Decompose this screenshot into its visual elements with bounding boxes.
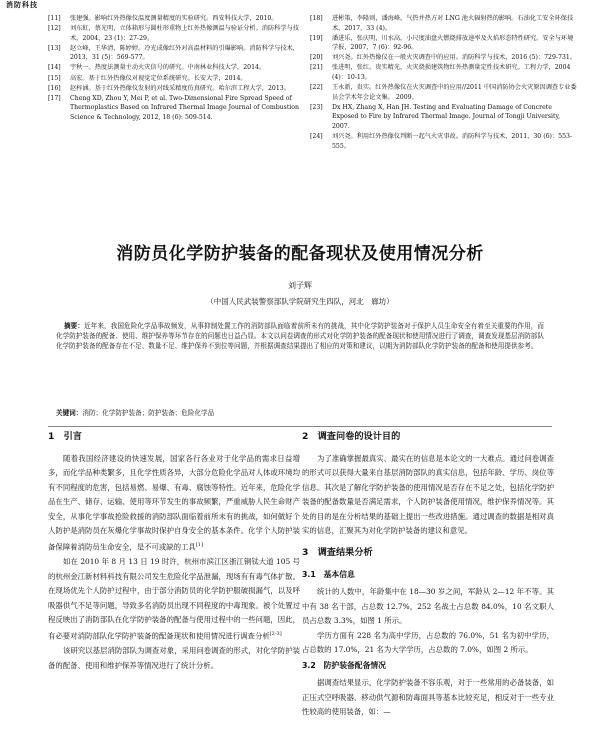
reference-item [310,103,578,132]
reference-number: [24] [310,133,323,141]
reference-item [48,63,308,73]
reference-text: 刘兴尧。红外热像仪在一般火灾调查中的应用。消防科学与技术，2016 (5)：729-731。 [332,54,576,62]
reference-number: [12] [48,25,61,33]
citation: [2-3] [269,631,282,638]
reference-text: 赵立峰，王华清，陈婷婷。冷光成像红外对高温材料的引爆影响。消防科学与技术，2013，31 (5)：569-577。 [70,44,299,62]
section-1-paragraph-1 [48,452,300,555]
section-1-paragraph-2-text: 如在 2010 年 8 月 13 日 19 时许，杭州市滨江区浙江铜钛大道 105 号的杭州金江新材料科技有限公司发生危险化学品泄漏，现场有有毒气体扩散。在现场优先个人防护过程中，由于部分消防员的化学防护服破损漏气，以及呼吸器供气不足等问题，导致多名消防员出现不同程度的中毒现象。被个处置过程反映出了消防部队在化学防护装备的配备与使用过程中的一些问题，因此，有必要对消防部队化学防护装备的配备现状和使用情况进行调查分析 [48,557,300,641]
reference-number: [11] [48,15,61,22]
abstract [56,321,544,352]
section-3-heading: 3 调查结果分析 [302,547,373,559]
reference-number: [16] [48,84,61,92]
references-right [310,14,578,152]
reference-text: 宇秋一。热度法测量主动火灾信号的研究。中南林业科技大学，2014。 [70,64,266,72]
reference-item [310,83,578,102]
reference-number: [17] [48,94,61,102]
author: 刘子辉 [288,281,312,290]
reference-item [310,14,578,33]
keywords-label: 关键词： [56,409,83,417]
reference-text: 张建强。影响红外热像仪温度测量精度的实验研究。西安科技大学，2010。 [70,15,278,22]
reference-text: 高宏。基于红外热像仪对视觉定位系统研究。长安大学，2014。 [70,74,247,82]
reference-text: 刘兴尧。利用红外热像仪判断一起气火灾事故。消防科学与技术，2011，30 (6)：553-555。 [332,133,573,150]
reference-item [310,34,578,53]
reference-text: 刘东虹，蔡光明，立体箱形与圆柱形重物上红外热像测温与验证分析。消防科学与技术，2004，23 (1)：27-29。 [70,25,299,42]
reference-text: 赵梓涵。基于红外热像仪发射的对线采精度仿真研究。哈尔滨工程大学，2013。 [70,84,290,92]
citation: [1] [195,542,203,549]
reference-item [48,24,308,43]
keywords [56,408,544,418]
divider [48,426,552,427]
reference-number: [18] [310,15,323,22]
section-2-heading: 2 调查问卷的设计目的 [302,431,401,442]
reference-text: 进彬策，李隆则，潘海峰。气热并热方对 LNG 池火辐射热的影响。石油化工安全环保技术，2017，33 (4)。 [332,15,574,32]
section-1-paragraph-3: 该研究以基层消防部队为调查对象，采用问卷调查的形式，对化学防护装备的配备、使用和维护保养等情况进行了统计分析。 [48,646,300,670]
section-3-1-heading: 3.1 基本信息 [302,570,355,580]
section-3-1-paragraph-1: 统计的人数中，年龄集中在 18—30 岁之间，军龄从 2—12 年不等。其中有 38 名干部，占总数 12.7%，252 名战士占总数 84.0%，10 名文职人员占总数 3.3%，如图 1 所示。 [302,587,554,626]
section-3-2-paragraph-1: 据调查结果显示，化学防护装备不容乐观，对于一些常用的必备装备，如正压式空呼吸器、移动供气源和防毒面具等基本比较充足，相反对于一些专业性较高的使用装备，如：— [302,678,554,717]
section-3-2-heading: 3.2 防护装备配备情况 [302,661,386,671]
section-1-heading: 1 引言 [48,431,82,442]
column-left [48,430,300,673]
reference-number: [13] [48,44,61,52]
reference-number: [19] [310,34,323,42]
section-1-paragraph-1-text: 随着我国经济建设的快速发展，国家各行各业对于化学品的需求日益增多，而化学品种类繁多，且化学性质各异，大部分危险化学品对人体或环境均有不同程度的危害，包括易燃、易爆、有毒、腐蚀等特性。近年来，危险化学品在生产、储存、运输、使用等环节发生的事故频繁，严重威胁人民生命财产安全，从事化学事故抢险救援的消防部队面临着前所未有的挑战，如何做好个人防护是消防员在灰爆化学事故时保护自身安全的基本条件。化学个人防护装备保障着消防员生命安全，是不可或缺的工具 [48,454,300,552]
references-left [48,14,308,123]
reference-text: 潘进乐，张庆明，川水高，小尺度油盘火燃烧排放速率及火焰形态特性研究。安全与环境学报，2007，7 (6)：92-96。 [332,34,574,52]
affiliation: （中国人民武装警察部队学院研究生四队，河北 廊坊） [206,297,394,306]
reference-text: Dx HX, Zhang X, Han JH. Testing and Evaluating Damage of Concrete Exposed to Fire by Infrared Thermal Image. Journal of Tongji University, 2007. [332,103,561,131]
reference-number: [20] [310,54,323,62]
reference-text: 张进明，张红。贵实精光，火灾烧损建筑物红外热测量定性技术研究。工程力学，2004 (4)：10-13。 [332,64,571,82]
reference-number: [22] [310,84,323,92]
abstract-text: 近年来，我国危险化学品事故频发，从事抑制处置工作的消防部队面临着前所未有的挑战，其中化学防护装备对于保护人员生命安全有着至关重要的作用，而化学防护装备的配备、使用、维护保养等环节存在的问题也日益凸显。本文以问卷调查的形式对化学防护装备的配备现状和使用情况进行了调查，调查发现基层消防部队化学防护装备的配备存在不足、数量不足、维护保养不到位等问题，并根据调查结果提出了相应的对策和建议，以期为消防部队化学防护装备的配备和使用提供参考。 [56,322,545,351]
reference-item [48,74,308,84]
section-3-1-paragraph-2: 学历方面有 228 名为高中学历，占总数的 76.0%，51 名为初中学历，占总数的 17.0%，21 名为大学学历，占总数的 7.0%，如图 2 所示。 [302,630,554,655]
reference-item [48,44,308,63]
keywords-text: 消防；化学防护装备；防护装备；危险化学品 [82,409,215,417]
reference-item [310,63,578,82]
reference-item [48,14,308,24]
column-right [302,430,554,720]
reference-number: [23] [310,103,323,111]
reference-item [310,132,578,151]
section-1-paragraph-2 [48,555,300,644]
article-title: 消防员化学防护装备的配备现状及使用情况分析 [116,244,484,264]
reference-number: [15] [48,74,61,82]
reference-item [310,53,578,63]
abstract-label: 摘要： [64,322,85,330]
reference-number: [14] [48,64,61,72]
page-header: 消防科技 [6,0,38,9]
reference-item [48,84,308,94]
reference-number: [21] [310,64,323,72]
reference-text: 王永新，贵实。红外热像仪在火灾调查中的应用//2011 中国消防协会火灾原因调查专业委员会学术年会论文集。 2009。 [332,84,577,101]
reference-item [48,94,308,123]
section-2-paragraph-1: 为了准确掌握最真实、最实在的信息是本论文的一大难点。通过问卷调查的形式可以获得大量来自基层消防部队的真实信息，包括年龄、学历、岗位等信息。其次是了解化学防护装备的使用情况是否存在不足之处，包括化学防护装备的配备数量是否满足需求，个人防护装备使用情况，维护保养情况等。其处的目的是在分析结果的基础上提出一些改进措施。通过调查的数据是相对真实的信息，汇聚其为对化学防护装备的建议和意见。 [302,454,554,536]
reference-text: Cheng XD, Zhou Y, Mei P, et al. Two-Dimensional Fire Spread Speed of Thermoplastics Based on Infrared Thermal Image Journal of Combustion Science & Technology, 2012, 18 (6): 509-514. [70,94,299,121]
